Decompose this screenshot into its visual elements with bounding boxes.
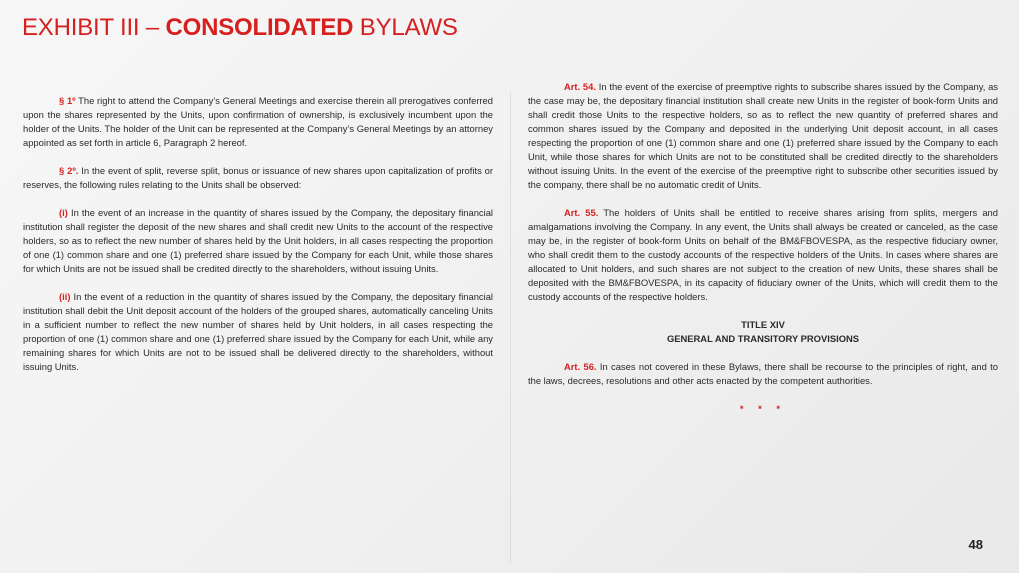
- paragraph-3-text: In the event of an increase in the quantity of shares issued by the Company, the depositary financial institution shall register the deposit of the new shares and shall credit new Units to the account of the respective holders, so as to reflect the new number of shares held by the Unit holders, in all cases respecting the proportion of one (1) common share and one (1) preferred share issued by the Company for each Unit, while those shares for which Units are not be issued shall be credited directly to the shareholders, without issuing Units.: [23, 207, 493, 274]
- title-part2: BYLAWS: [353, 14, 458, 41]
- article-56-text: In cases not covered in these Bylaws, there shall be recourse to the principles of right, and to the laws, decrees, resolutions and other acts enacted by the competent authorities.: [528, 361, 998, 386]
- section-title-line2: GENERAL AND TRANSITORY PROVISIONS: [666, 333, 860, 344]
- article-54-lead: Art. 54.: [564, 81, 596, 92]
- article-55: [528, 206, 998, 304]
- paragraph-1-lead: § 1º: [59, 95, 76, 106]
- right-column: [528, 80, 998, 416]
- title-bold: CONSOLIDATED: [165, 14, 354, 41]
- page-number: 48: [968, 537, 983, 552]
- left-column: [23, 94, 493, 388]
- article-54-text: In the event of the exercise of preemptive rights to subscribe shares issued by the Company, as the case may be, the depositary financial institution shall create new Units in the register of book-form Units and shall credit those Units to the respective holders, so as to reflect the new quantity of preferred shares and common shares issued by the Company and deposited in the underlying Unit deposit account, in all cases respecting the proportion of one (1) common share and one (1) preferred share issued by the Company to each Unit, while those shares for which Units are not to be constituted shall be credited directly to the shareholders without issuing Units. In the event of the exercise of the preemptive right to subscribe other securities issued by the company, there shall be no automatic credit of Units.: [528, 81, 998, 190]
- paragraph-1-text: The right to attend the Company’s General Meetings and exercise therein all prerogatives conferred upon the shares represented by the Units, upon confirmation of ownership, is exclusively incumbent upon the holder of the Units. The holder of the Unit can be represented at the Company’s General Meetings by an attorney appointed as set forth in article 6, Paragraph 2 hereof.: [23, 95, 493, 148]
- article-54: [528, 80, 998, 192]
- paragraph-2-text: In the event of split, reverse split, bonus or issuance of new shares upon capitalization of profits or reserves, the following rules relating to the Units shall be observed:: [23, 165, 494, 190]
- article-56: [528, 360, 998, 388]
- paragraph-1: [23, 94, 493, 150]
- paragraph-4: [23, 290, 493, 374]
- paragraph-2-lead: § 2º.: [59, 165, 79, 176]
- end-stars: * * *: [739, 403, 787, 414]
- article-55-lead: Art. 55.: [564, 207, 599, 218]
- title-part1: EXHIBIT III –: [22, 14, 166, 41]
- paragraph-4-lead: (ii): [59, 291, 71, 302]
- paragraph-3: [23, 206, 493, 276]
- paragraph-4-text: In the event of a reduction in the quantity of shares issued by the Company, the depositary financial institution shall debit the Unit deposit account of the holders of the grouped shares, automatically canceling Units in a sufficient number to reflect the new number of shares held by Unit holders, in all cases respecting the proportion of one (1) common share and one (1) preferred share issued by the Company for each Unit, while any remaining shares for which Units are not to be issued shall be delivered directly to the shareholders, without issuing Units.: [23, 291, 493, 372]
- column-divider: [510, 92, 511, 562]
- article-55-text: The holders of Units shall be entitled to receive shares arising from splits, mergers and amalgamations involving the Company. In any event, the Units shall always be created or canceled, as the case may be, in the register of book-form Units on behalf of the BM&FBOVESPA, as the respective fiduciary owner, who shall credit them to the custody accounts of the respective holders of the Units. In cases where shares are allocated to Unit holders, and such shares are not subject to the creation of new Units, these shares shall be deposited with the BM&FBOVESPA, in its capacity of fiduciary owner of the Units, which will credit them to the custody accounts of the respective holders.: [528, 207, 998, 302]
- page-title: [22, 14, 458, 42]
- paragraph-2: [23, 164, 493, 192]
- article-56-lead: Art. 56.: [564, 361, 597, 372]
- paragraph-3-lead: (i): [59, 207, 68, 218]
- section-title-line1: TITLE XIV: [741, 319, 785, 330]
